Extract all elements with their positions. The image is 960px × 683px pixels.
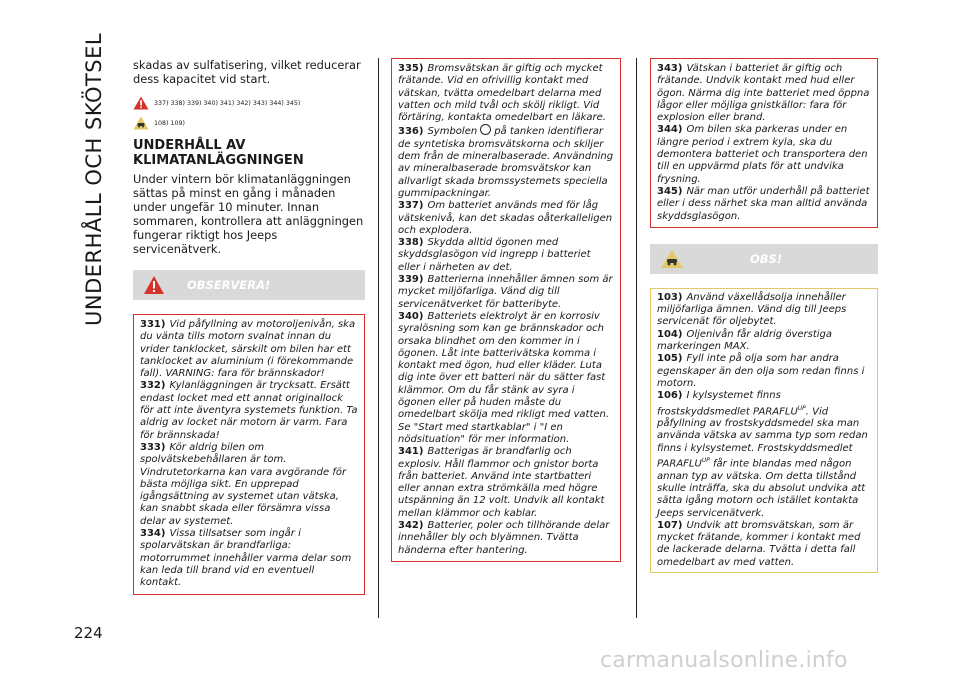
note-refs-row [133,116,365,130]
warning-item: 333) Kör aldrig bilen om spolvätskebehållaren är tom. Vindrutetorkarna kan vara avgörande för bästa möjliga sikt. En upprepad igångsättning av systemet utan vätska, kan snabbt skada eller försämra vissa delar av systemet. [140,441,347,527]
warning-item: 338) Skydda alltid ögonen med skyddsglasögon vid ingrepp i batteriet eller i närheten av det. [398,237,591,273]
warning-item: 341) Batterigas är brandfarlig och explosiv. Håll flammor och gnistor borta från batteriet. Använd inte startbatteri eller annan extra strömkälla med högre utspänning än 12 volt. Undvik all kontakt mellan klämmor och kablar. [398,446,605,519]
note-item: 107) Undvik att bromsvätskan, som är mycket frätande, kommer i kontakt med de lackerade delarna. Tvätta i detta fall omedelbart av med vatten. [657,519,861,568]
column-divider-2 [636,58,637,618]
chapter-title: UNDERHÅLL OCH SKÖTSEL [82,32,106,326]
warning-triangle-icon [133,96,149,110]
column-3 [650,58,878,573]
page-number: 224 [74,624,103,642]
warning-triangle-icon [143,275,165,295]
warning-item: 332) Kylanläggningen är trycksatt. Ersätt endast locket med ett annat originallock för att inte äventyra systemets funktion. Ta aldrig av locket när motorn är varm. Fara för brännskada! [140,380,358,441]
warning-banner-label: OBSERVERA! [187,278,271,292]
warning-item: 336) Symbolen på tanken identifierar de syntetiska bromsvätskorna och skiljer dem från de mineralbaserade. Användning av mineralbaserade bromsvätskor kan allvarligt skada bromssystemets speciella gummipackningar. [398,126,614,199]
warning-item: 343) Vätskan i batteriet är giftig och frätande. Undvik kontakt med hud eller ögon. Närma dig inte batteriet med öppna lågor eller möjliga gnistkällor: fara för explosion eller brand. [657,63,870,124]
warning-item: 340) Batteriets elektrolyt är en korrosiv syralösning som kan ge brännskador och orsaka blindhet om den kommer in i ögonen. Låt inte batterivätska komma i kontakt med ögon, hud eller kläder. Luta dig inte över ett batteri när du sätter fast klämmor. Om du får stänk av syra i ögonen eller på huden måste du omedelbart skölja med rikligt med vatten. Se "Start med startkablar" i "I en nödsituation" för mer information. [398,310,610,445]
warning-item: 334) Vissa tillsatser som ingår i spolarvätskan är brandfarliga: motorrummet innehåller varma delar som kan leda till brand vid en eventuell kontakt. [140,528,352,589]
intro-text: skadas av sulfatisering, vilket reducerar dess kapacitet vid start. [133,58,361,86]
note-item: 104) Oljenivån får aldrig överstiga markeringen MAX. [657,328,833,353]
section-body: Under vintern bör klimatanläggningen sättas på minst en gång i månaden under ungefär 10 minuter. Innan sommaren, kontrollera att anläggningen fungerar riktigt hos Jeeps servicenätverk. [133,172,364,256]
note-item: 103) Använd växellådsolja innehåller miljöfarliga ämnen. Vänd dig till Jeeps servicenät för oljebytet. [657,291,847,328]
warning-item: 335) Bromsvätskan är giftig och mycket frätande. Vid en ofrivillig kontakt med vätskan, tvätta omedelbart delarna med vatten och mild tvål och skölj rikligt. Vid förtäring, kontakta omedelbart en läkare. [398,63,606,124]
note-item: 106) I kylsystemet finns frostskyddsmedlet $PARAFLU^{UP}$. Vid påfyllning av frostskyddsmedel ska man använda vätska av samma typ som redan finns i kylsystemet. Frostskyddsmedlet $PARAFLU^{UP}$ får inte blandas med någon annan typ av vätska. Om detta tillstånd skulle inträffa, ska du absolut undvika att sätta igång motorn och istället kontakta Jeeps servicenätverk. [657,390,868,519]
note-banner [650,244,878,274]
note-item: 105) Fyll inte på olja som har andra egenskaper än den olja som redan finns i motorn. [657,353,865,389]
warning-refs: 337) 338) 339) 340) 341) 342) 343) 344) 345) [154,99,301,107]
car-note-icon [133,116,149,130]
note-refs: 108) 109) [154,119,185,127]
column-1 [133,58,365,595]
note-box [650,288,878,573]
warning-banner [133,270,365,300]
note-banner-label: OBS! [750,251,783,266]
brake-fluid-symbol-icon [480,124,491,135]
column-2 [391,58,621,562]
car-note-icon [660,249,684,269]
warning-item: 344) Om bilen ska parkeras under en längre period i extrem kyla, ska du demontera batteriet och transportera den till en uppvärmd plats för att undvika frysning. [657,124,868,185]
warning-item: 342) Batterier, poler och tillhörande delar innehåller bly och blyämnen. Tvätta händerna efter hantering. [398,519,610,556]
column-divider-1 [378,58,379,618]
warning-item: 331) Vid påfyllning av motoroljenivån, ska du vänta tills motorn svalnat innan du vrider tanklocket, särskilt om bilen har ett tanklocket av aluminium (i förekommande fall). VARNING: fara för brännskador! [140,319,356,380]
warning-item: 337) Om batteriet används med för låg vätskenivå, kan det skadas oåterkalleligen och explodera. [398,200,613,236]
warning-refs-row [133,96,365,110]
warning-box [650,58,878,228]
warning-box [133,314,365,595]
section-heading: UNDERHÅLL AV KLIMATANLÄGGNINGEN [133,138,304,168]
watermark: carmanualsonline.info [600,648,848,673]
warning-item: 339) Batterierna innehåller ämnen som är mycket miljöfarliga. Vänd dig till servicenätverket för batteribyte. [398,274,613,310]
warning-box [391,58,621,562]
warning-item: 345) När man utför underhåll på batteriet eller i dess närhet ska man alltid använda skyddsglasögon. [657,185,870,222]
